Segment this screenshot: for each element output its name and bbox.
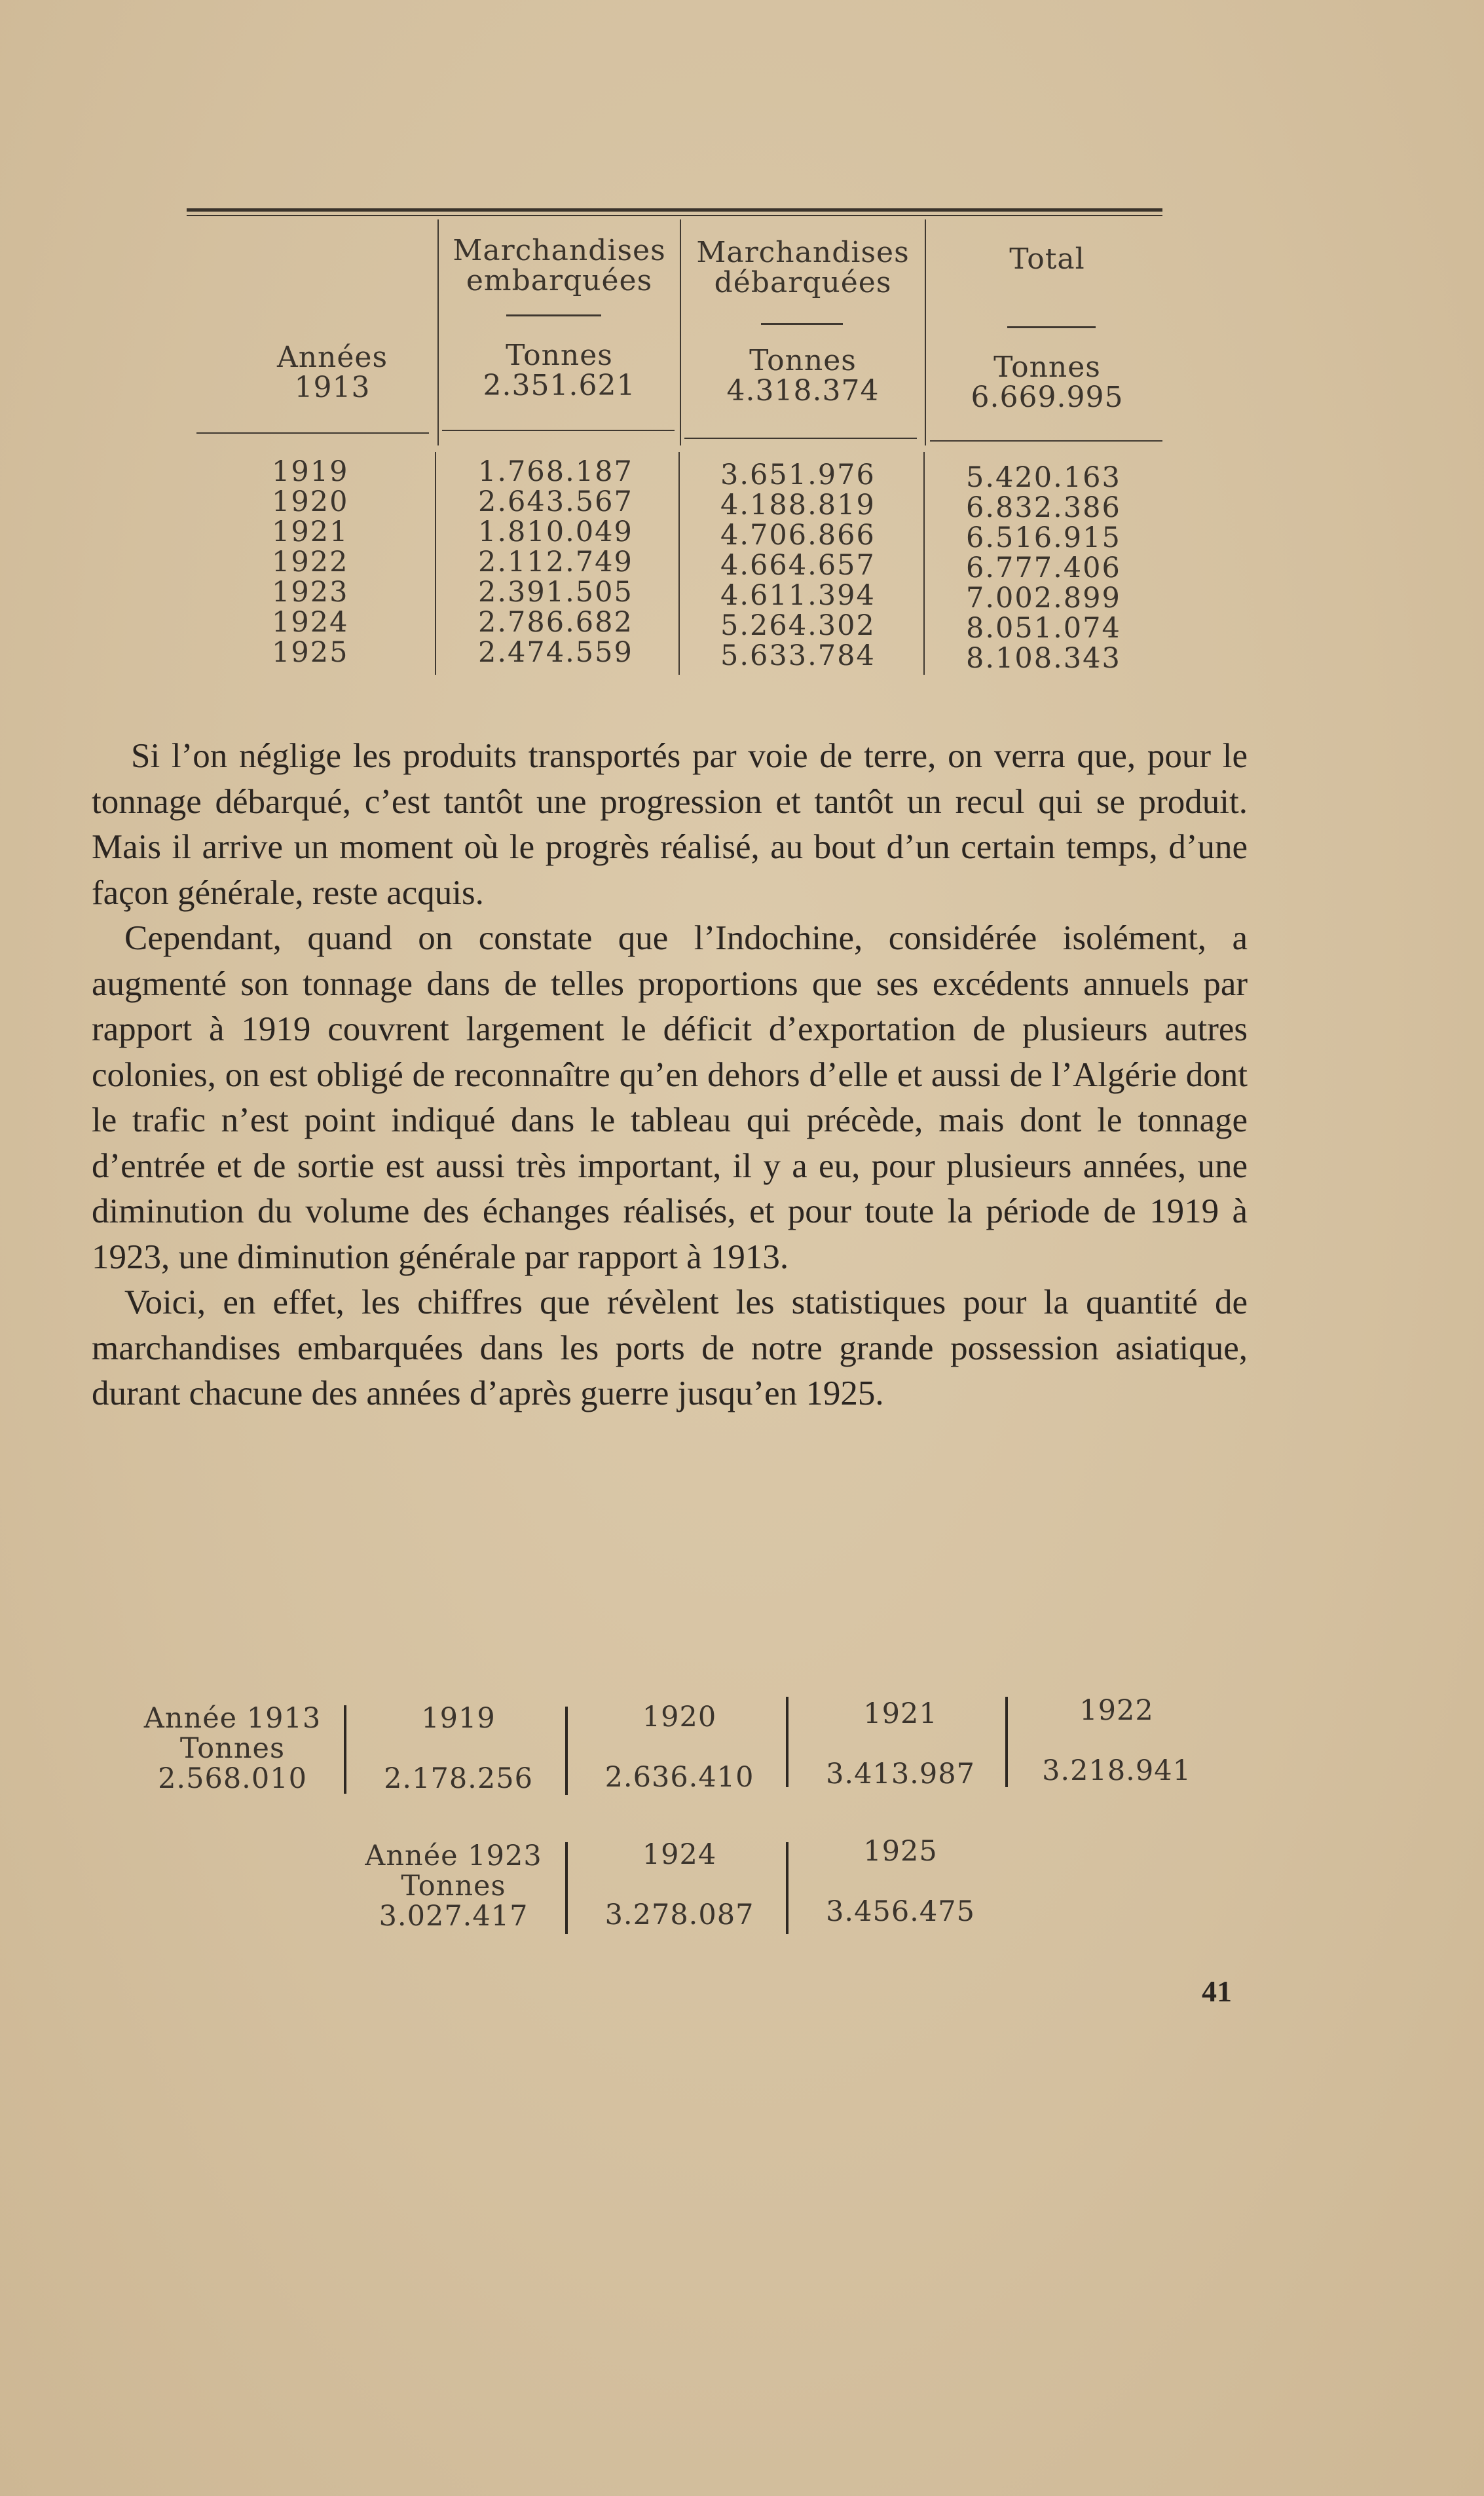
value-cell: 6.832.386	[966, 491, 1121, 524]
table2-cell: 1921 3.413.987	[826, 1697, 975, 1790]
table2-cell: 1920 2.636.410	[604, 1701, 754, 1794]
row-rule-3	[684, 438, 917, 439]
table2-cell: 1924 3.278.087	[604, 1838, 754, 1931]
table-top-rule	[187, 208, 1162, 216]
table2-divider	[786, 1842, 788, 1934]
table2-cell: 1919 2.178.256	[384, 1702, 533, 1795]
column-years	[272, 457, 348, 668]
year-cell: 1924	[272, 606, 349, 639]
value-cell: 1.810.049	[478, 516, 633, 548]
row-rule-4	[930, 440, 1162, 442]
value-cell: 4.188.819	[720, 489, 876, 521]
paragraph: Voici, en effet, les chiffres que révèlent les statistiques pour la quantité de marchandises embarquées dans les ports de notre grande possession asiatique, durant chacune des années d’après guerre jusqu’en 1925.	[92, 1283, 1248, 1412]
year-cell: 1920	[272, 485, 349, 518]
table2-divider	[1005, 1697, 1008, 1787]
col-sep-3b	[923, 452, 925, 675]
header-dash-3	[1007, 326, 1096, 328]
value-cell: 2.474.559	[478, 636, 633, 669]
value-cell: 7.002.899	[966, 582, 1121, 615]
value-cell: 6.516.915	[966, 521, 1121, 554]
table2-divider	[565, 1707, 568, 1795]
table2-divider	[565, 1842, 568, 1934]
table2-first-cell: Année 1913 Tonnes 2.568.010	[143, 1702, 322, 1795]
value-cell: 5.633.784	[720, 639, 876, 672]
value-cell: 2.112.749	[478, 546, 633, 578]
value-cell: 2.643.567	[478, 485, 633, 518]
header-annees: Années 1913	[276, 341, 388, 404]
value-cell: 1.768.187	[478, 455, 633, 488]
col-sep-1b	[435, 452, 436, 675]
page-number: 41	[1202, 1975, 1232, 2008]
base-debarquees: Tonnes 4.318.374	[726, 344, 880, 407]
year-cell: 1921	[272, 516, 349, 548]
value-cell: 6.777.406	[966, 552, 1121, 584]
header-dash-2	[761, 323, 843, 325]
body-text	[92, 734, 1248, 1417]
value-cell: 8.108.343	[966, 642, 1121, 675]
table2-cell: 1925 3.456.475	[826, 1835, 975, 1928]
value-cell: 4.706.866	[720, 519, 876, 552]
paragraph: Cependant, quand on constate que l’Indochine, considérée isolément, a augmenté son tonnage dans de telles proportions que ses excédents annuels par rapport à 1919 couvrent largement le déficit d’exportation de plusieurs autres colonies, on est obligé de reconnaître qu’en dehors d’elle et aussi de l’Algérie dont le trafic n’est point indiqué dans le tableau qui précède, mais dont le tonnage d’entrée et de sortie est aussi très important, il y a eu, pour plusieurs années, une diminution du volume des échanges réalisés, et pour toute la période de 1919 à 1923, une diminution générale par rapport à 1913.	[92, 919, 1248, 1276]
year-cell: 1925	[272, 636, 349, 669]
table2-divider	[344, 1705, 346, 1794]
table2-divider	[786, 1697, 788, 1787]
header-embarquees: Marchandises embarquées	[453, 234, 666, 297]
header-dash-1	[506, 314, 601, 316]
value-cell: 3.651.976	[720, 459, 876, 491]
col-sep-2b	[678, 452, 680, 675]
year-cell: 1919	[272, 455, 349, 488]
base-embarquees: Tonnes 2.351.621	[483, 339, 636, 402]
row-rule-2	[442, 430, 675, 431]
row-rule-1	[196, 432, 429, 434]
value-cell: 2.391.505	[478, 576, 633, 609]
value-cell: 5.420.163	[966, 461, 1121, 494]
column-total	[966, 463, 1121, 673]
header-total: Total	[1009, 242, 1085, 276]
year-cell: 1923	[272, 576, 349, 609]
column-debarquees	[720, 460, 876, 671]
value-cell: 4.611.394	[720, 579, 876, 612]
paragraph: Si l’on néglige les produits transportés par voie de terre, on verra que, pour le tonnage débarqué, c’est tantôt une progression et tantôt un recul qui se produit. Mais il arrive un moment où le progrès réalisé, au bout d’un certain temps, d’une façon générale, reste acquis.	[92, 737, 1248, 912]
base-total: Tonnes 6.669.995	[971, 350, 1124, 414]
column-embarquees	[478, 457, 633, 668]
value-cell: 8.051.074	[966, 612, 1121, 645]
year-cell: 1922	[272, 546, 349, 578]
header-debarquees: Marchandises débarquées	[696, 236, 910, 299]
table2-first-cell: Année 1923 Tonnes 3.027.417	[365, 1840, 542, 1933]
value-cell: 5.264.302	[720, 609, 876, 642]
table2-cell: 1922 3.218.941	[1042, 1694, 1191, 1787]
value-cell: 4.664.657	[720, 549, 876, 582]
value-cell: 2.786.682	[478, 606, 633, 639]
